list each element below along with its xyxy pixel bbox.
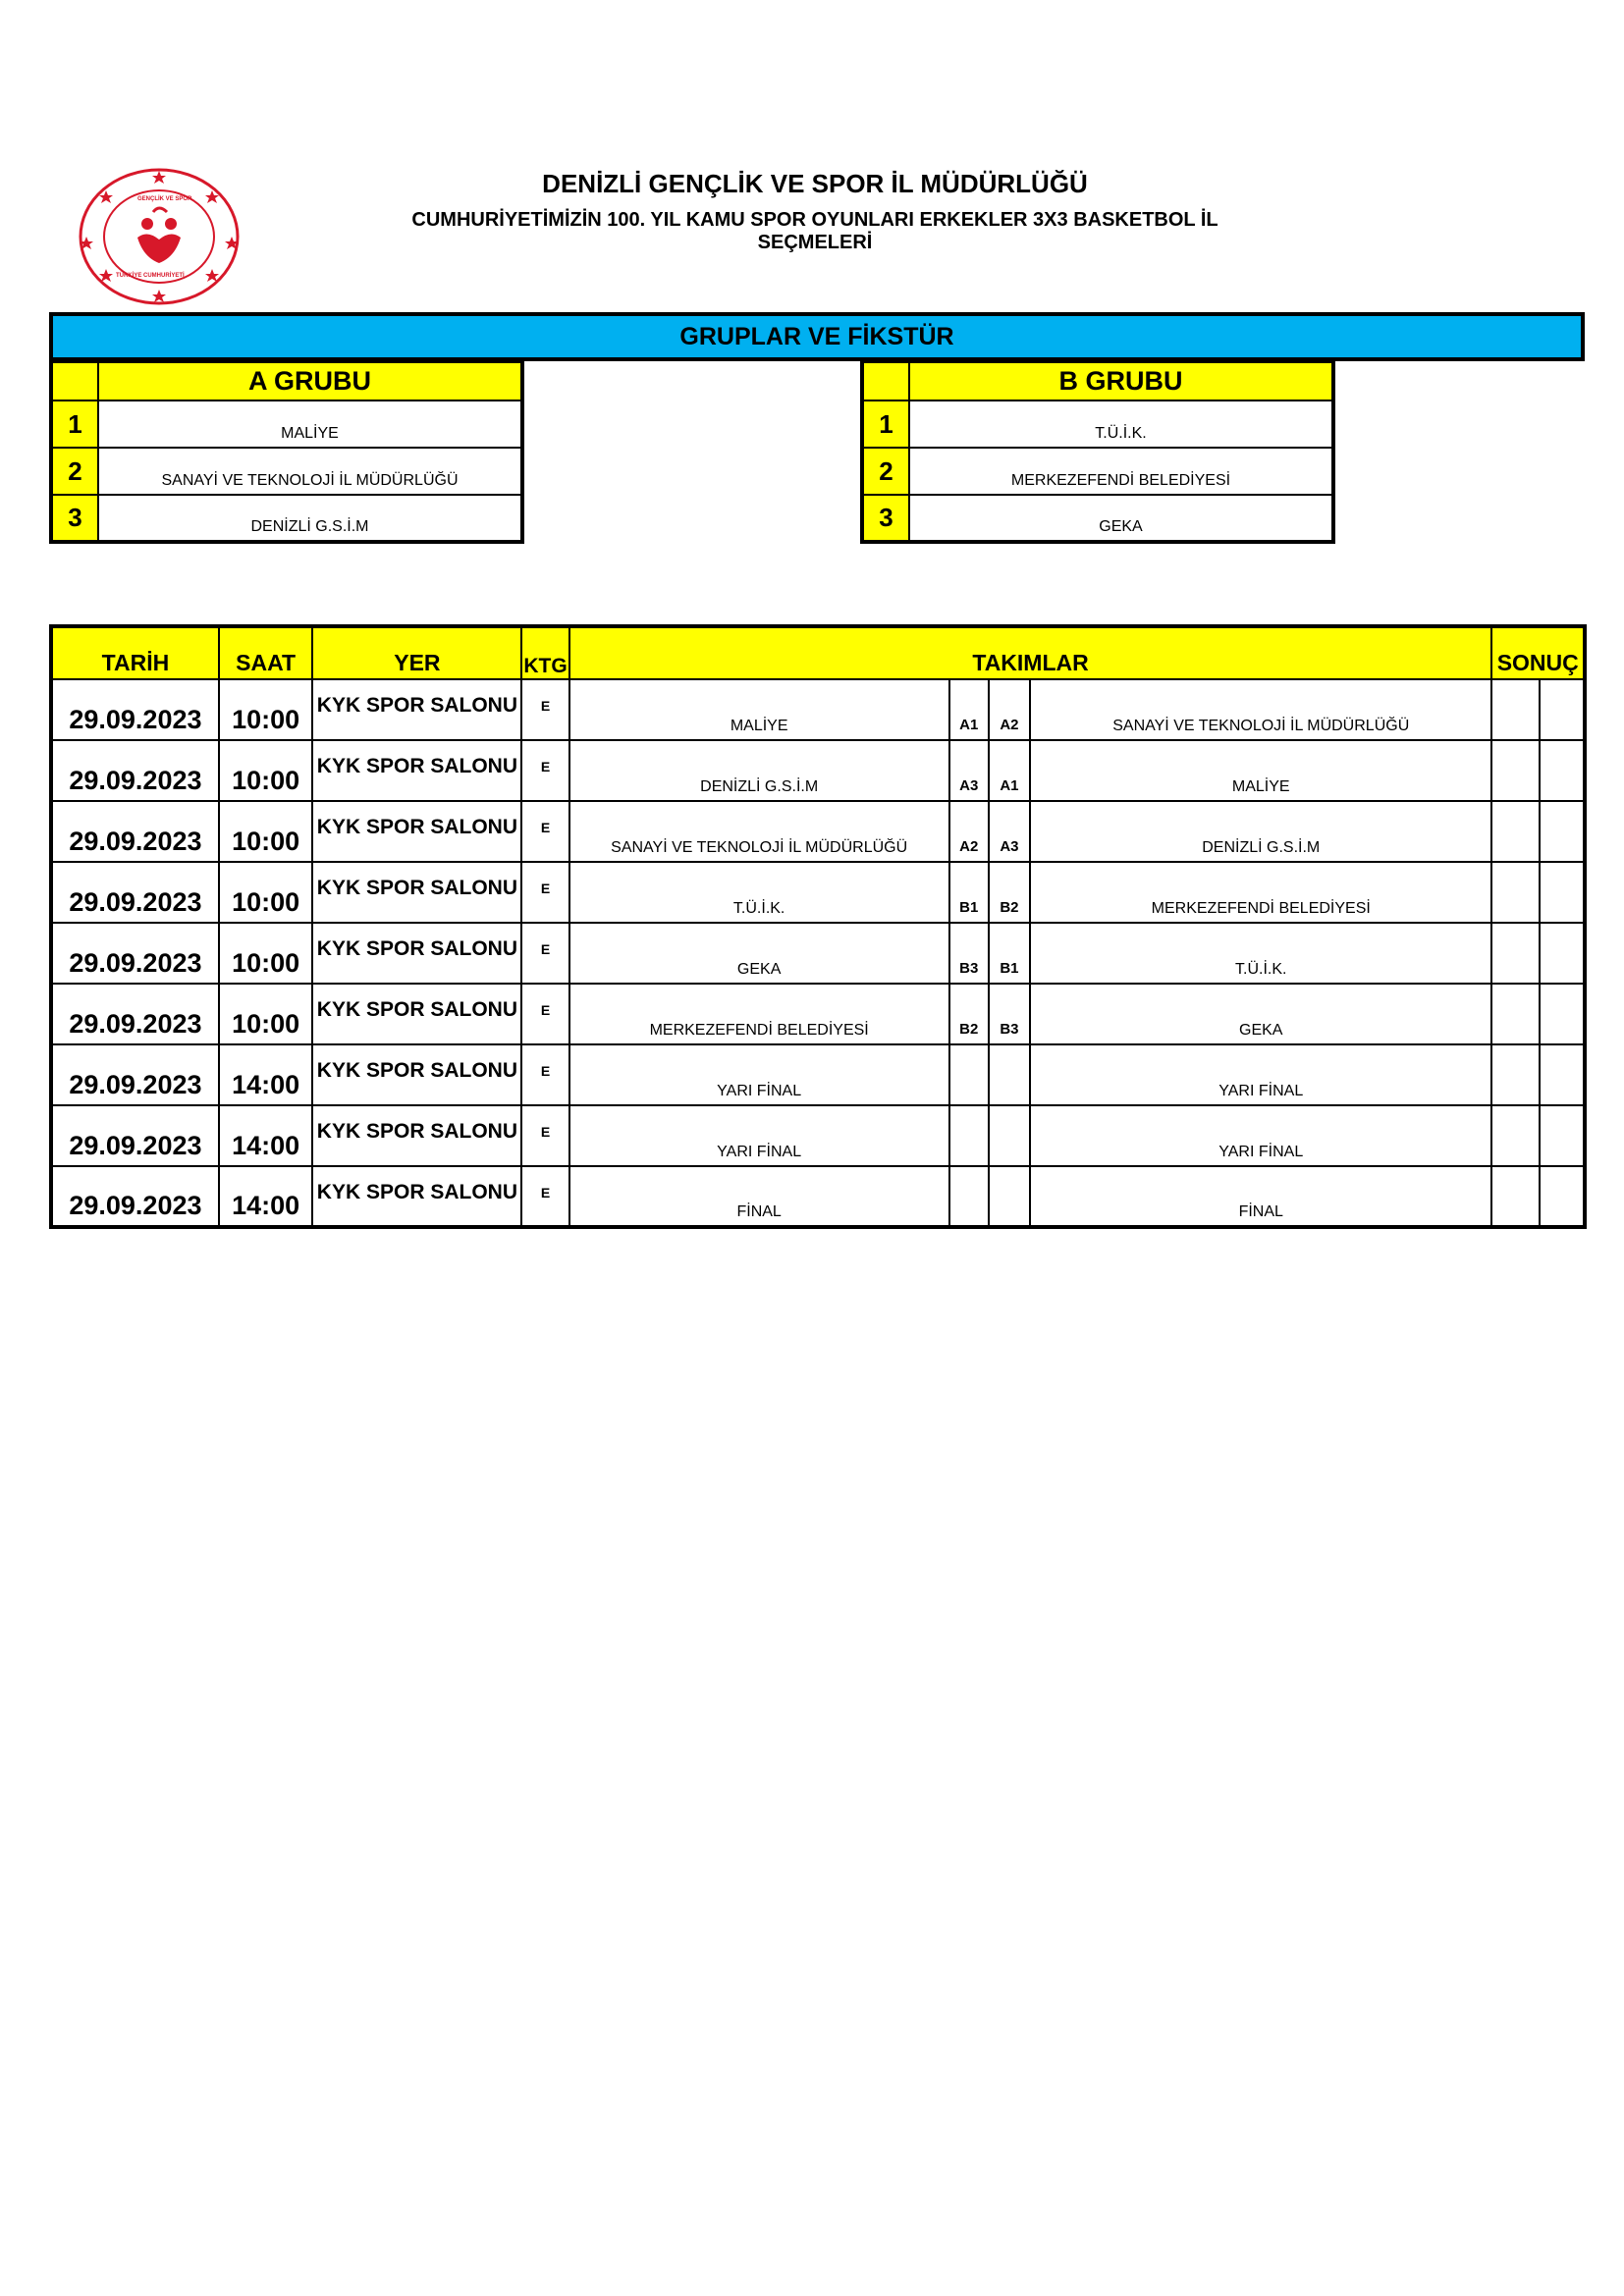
group-a-label: A GRUBU — [98, 361, 522, 400]
match-date: 29.09.2023 — [51, 1166, 219, 1227]
group-a-row — [51, 400, 522, 448]
home-team: SANAYİ VE TEKNOLOJİ İL MÜDÜRLÜĞÜ — [569, 801, 949, 862]
match-time: 10:00 — [219, 862, 312, 923]
away-seed-code — [989, 1044, 1030, 1105]
match-venue: KYK SPOR SALONU — [312, 923, 521, 984]
group-a-row — [51, 448, 522, 495]
match-date: 29.09.2023 — [51, 1044, 219, 1105]
away-team: FİNAL — [1030, 1166, 1491, 1227]
home-seed-code: A1 — [949, 679, 989, 740]
match-venue: KYK SPOR SALONU — [312, 984, 521, 1044]
match-venue: KYK SPOR SALONU — [312, 740, 521, 801]
home-seed-code: B1 — [949, 862, 989, 923]
group-b-row — [862, 400, 1333, 448]
home-team: FİNAL — [569, 1166, 949, 1227]
header-date: TARİH — [51, 626, 219, 679]
away-seed-code — [989, 1166, 1030, 1227]
svg-text:TÜRKİYE CUMHURİYETİ: TÜRKİYE CUMHURİYETİ — [116, 273, 185, 279]
away-team: T.Ü.İ.K. — [1030, 923, 1491, 984]
match-time: 14:00 — [219, 1044, 312, 1105]
away-team: MERKEZEFENDİ BELEDİYESİ — [1030, 862, 1491, 923]
team-number: 2 — [51, 448, 98, 495]
fixture-row — [51, 801, 1585, 862]
result-home-score — [1491, 984, 1539, 1044]
group-a-table — [49, 359, 524, 544]
result-away-score — [1540, 984, 1585, 1044]
match-category: E — [521, 679, 568, 740]
match-time: 14:00 — [219, 1166, 312, 1227]
section-title: GRUPLAR VE FİKSTÜR — [49, 312, 1585, 361]
match-date: 29.09.2023 — [51, 923, 219, 984]
result-home-score — [1491, 679, 1539, 740]
header-ktg: KTG — [521, 626, 568, 679]
result-away-score — [1540, 801, 1585, 862]
match-time: 14:00 — [219, 1105, 312, 1166]
group-b-row — [862, 495, 1333, 542]
match-venue: KYK SPOR SALONU — [312, 1105, 521, 1166]
match-time: 10:00 — [219, 679, 312, 740]
match-time: 10:00 — [219, 801, 312, 862]
result-away-score — [1540, 923, 1585, 984]
team-name: MERKEZEFENDİ BELEDİYESİ — [909, 448, 1333, 495]
home-seed-code: B3 — [949, 923, 989, 984]
away-team: SANAYİ VE TEKNOLOJİ İL MÜDÜRLÜĞÜ — [1030, 679, 1491, 740]
header-teams: TAKIMLAR — [569, 626, 1492, 679]
result-away-score — [1540, 1166, 1585, 1227]
match-date: 29.09.2023 — [51, 679, 219, 740]
group-b-table — [860, 359, 1335, 544]
home-team: YARI FİNAL — [569, 1105, 949, 1166]
team-name: DENİZLİ G.S.İ.M — [98, 495, 522, 542]
away-seed-code: A1 — [989, 740, 1030, 801]
ministry-logo — [77, 167, 242, 306]
result-away-score — [1540, 862, 1585, 923]
result-home-score — [1491, 1105, 1539, 1166]
match-category: E — [521, 862, 568, 923]
away-team: YARI FİNAL — [1030, 1105, 1491, 1166]
match-date: 29.09.2023 — [51, 862, 219, 923]
fixture-header-row — [51, 626, 1585, 679]
match-category: E — [521, 1044, 568, 1105]
match-venue: KYK SPOR SALONU — [312, 1166, 521, 1227]
home-team: MERKEZEFENDİ BELEDİYESİ — [569, 984, 949, 1044]
team-name: MALİYE — [98, 400, 522, 448]
fixture-row — [51, 1166, 1585, 1227]
page-title: DENİZLİ GENÇLİK VE SPOR İL MÜDÜRLÜĞÜ — [542, 169, 1088, 198]
match-category: E — [521, 984, 568, 1044]
result-away-score — [1540, 679, 1585, 740]
result-home-score — [1491, 923, 1539, 984]
team-number: 2 — [862, 448, 909, 495]
team-name: GEKA — [909, 495, 1333, 542]
match-date: 29.09.2023 — [51, 1105, 219, 1166]
away-team: GEKA — [1030, 984, 1491, 1044]
match-venue: KYK SPOR SALONU — [312, 1044, 521, 1105]
group-a-row — [51, 495, 522, 542]
home-seed-code — [949, 1166, 989, 1227]
home-team: MALİYE — [569, 679, 949, 740]
home-team: GEKA — [569, 923, 949, 984]
fixture-row — [51, 679, 1585, 740]
match-time: 10:00 — [219, 923, 312, 984]
match-date: 29.09.2023 — [51, 740, 219, 801]
group-b-row — [862, 448, 1333, 495]
away-team: DENİZLİ G.S.İ.M — [1030, 801, 1491, 862]
match-venue: KYK SPOR SALONU — [312, 679, 521, 740]
fixture-row — [51, 740, 1585, 801]
team-number: 1 — [862, 400, 909, 448]
page-subtitle: CUMHURİYETİMİZİN 100. YIL KAMU SPOR OYUNLARI ERKEKLER 3X3 BASKETBOL İL SEÇMELERİ — [411, 209, 1218, 253]
match-time: 10:00 — [219, 740, 312, 801]
result-away-score — [1540, 1105, 1585, 1166]
group-a-corner — [51, 361, 98, 400]
svg-text:GENÇLİK VE SPOR: GENÇLİK VE SPOR — [137, 196, 192, 202]
away-seed-code: B3 — [989, 984, 1030, 1044]
group-b-corner — [862, 361, 909, 400]
home-seed-code — [949, 1044, 989, 1105]
match-venue: KYK SPOR SALONU — [312, 862, 521, 923]
match-category: E — [521, 1105, 568, 1166]
home-team: T.Ü.İ.K. — [569, 862, 949, 923]
match-date: 29.09.2023 — [51, 801, 219, 862]
home-seed-code: A3 — [949, 740, 989, 801]
home-team: DENİZLİ G.S.İ.M — [569, 740, 949, 801]
result-home-score — [1491, 801, 1539, 862]
match-time: 10:00 — [219, 984, 312, 1044]
home-seed-code — [949, 1105, 989, 1166]
match-category: E — [521, 740, 568, 801]
team-number: 3 — [862, 495, 909, 542]
team-number: 1 — [51, 400, 98, 448]
fixture-row — [51, 1044, 1585, 1105]
fixture-row — [51, 1105, 1585, 1166]
away-seed-code — [989, 1105, 1030, 1166]
match-category: E — [521, 1166, 568, 1227]
group-b-label: B GRUBU — [909, 361, 1333, 400]
match-venue: KYK SPOR SALONU — [312, 801, 521, 862]
result-home-score — [1491, 740, 1539, 801]
fixture-row — [51, 984, 1585, 1044]
fixture-row — [51, 923, 1585, 984]
team-name: SANAYİ VE TEKNOLOJİ İL MÜDÜRLÜĞÜ — [98, 448, 522, 495]
away-seed-code: B2 — [989, 862, 1030, 923]
header-venue: YER — [312, 626, 521, 679]
fixture-table — [49, 624, 1587, 1229]
result-home-score — [1491, 1044, 1539, 1105]
away-seed-code: A3 — [989, 801, 1030, 862]
header-time: SAAT — [219, 626, 312, 679]
header-result: SONUÇ — [1491, 626, 1585, 679]
match-category: E — [521, 801, 568, 862]
match-category: E — [521, 923, 568, 984]
match-date: 29.09.2023 — [51, 984, 219, 1044]
result-away-score — [1540, 1044, 1585, 1105]
team-number: 3 — [51, 495, 98, 542]
home-seed-code: A2 — [949, 801, 989, 862]
result-home-score — [1491, 1166, 1539, 1227]
away-team: MALİYE — [1030, 740, 1491, 801]
away-team: YARI FİNAL — [1030, 1044, 1491, 1105]
fixture-row — [51, 862, 1585, 923]
result-away-score — [1540, 740, 1585, 801]
team-name: T.Ü.İ.K. — [909, 400, 1333, 448]
result-home-score — [1491, 862, 1539, 923]
home-seed-code: B2 — [949, 984, 989, 1044]
away-seed-code: B1 — [989, 923, 1030, 984]
home-team: YARI FİNAL — [569, 1044, 949, 1105]
away-seed-code: A2 — [989, 679, 1030, 740]
